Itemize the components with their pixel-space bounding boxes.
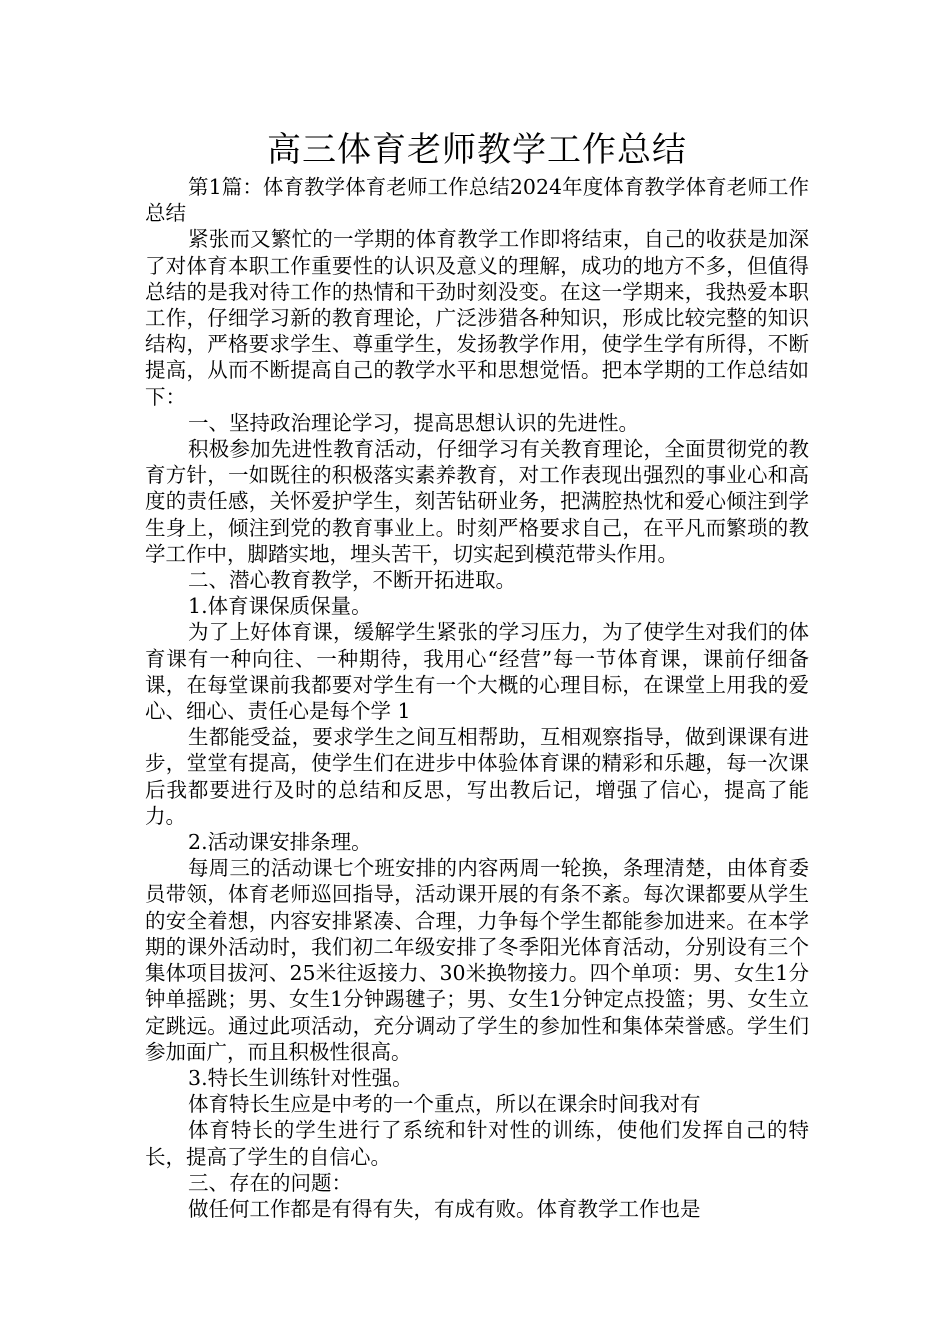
subsection-heading-3: 3.特长生训练针对性强。	[188, 1065, 413, 1090]
section-heading-3: 三、存在的问题：	[188, 1170, 353, 1195]
article-heading: 第1篇：体育教学体育老师工作总结2024年度体育教学体育老师工作总结	[145, 175, 809, 226]
paragraph-section-1: 积极参加先进性教育活动，仔细学习有关教育理论，全面贯彻党的教育方针，一如既往的积极落实素养教育，对工作表现出强烈的事业心和高度的责任感，关怀爱护学生，刻苦钻研业务，把满腔热忱和爱心倾注到学生身上，倾注到党的教育事业上。时刻严格要求自己，在平凡而繁琐的教学工作中，脚踏实地，埋头苦干，切实起到模范带头作用。	[145, 437, 809, 566]
subsection-heading-2: 2.活动课安排条理。	[188, 830, 372, 855]
section-heading-1: 一、坚持政治理论学习，提高思想认识的先进性。	[188, 410, 640, 435]
document-page	[145, 128, 809, 1222]
paragraph-pe-class-cont: 生都能受益，要求学生之间互相帮助，互相观察指导，做到课课有进步，堂堂有提高，使学生们在进步中体验体育课的精彩和乐趣，每一次课后我都要进行及时的总结和反思，写出教后记，增强了信心，提高了能力。	[145, 725, 809, 828]
paragraph-intro: 紧张而又繁忙的一学期的体育教学工作即将结束，自己的收获是加深了对体育本职工作重要性的认识及意义的理解，成功的地方不多，但值得总结的是我对待工作的热情和干劲时刻没变。在这一学期来，我热爱本职工作，仔细学习新的教育理论，广泛涉猎各种知识，形成比较完整的知识结构，严格要求学生、尊重学生，发扬教学作用，使学生学有所得，不断提高，从而不断提高自己的教学水平和思想觉悟。把本学期的工作总结如下：	[145, 227, 809, 409]
document-title: 高三体育老师教学工作总结	[267, 130, 687, 170]
subsection-heading-1: 1.体育课保质保量。	[188, 594, 372, 619]
paragraph-specialty-training: 体育特长生应是中考的一个重点，所以在课余时间我对有	[188, 1092, 701, 1117]
paragraph-pe-class: 为了上好体育课，缓解学生紧张的学习压力，为了使学生对我们的体育课有一种向往、一种期待，我用心“经营”每一节体育课，课前仔细备课，在每堂课前我都要对学生有一个大概的心理目标，在课堂上用我的爱心、细心、责任心是每个学 1	[145, 620, 809, 724]
section-heading-2: 二、潜心教育教学，不断开拓进取。	[188, 568, 517, 593]
paragraph-activity-class: 每周三的活动课七个班安排的内容两周一轮换，条理清楚，由体育委员带领，体育老师巡回指导，活动课开展的有条不紊。每次课都要从学生的安全着想，内容安排紧凑、合理，力争每个学生都能参加进来。在本学期的课外活动时，我们初二年级安排了冬季阳光体育活动，分别设有三个集体项目拔河、25米往返接力、30米换物接力。四个单项：男、女生1分钟单摇跳；男、女生1分钟踢毽子；男、女生1分钟定点投篮；男、女生立定跳远。通过此项活动，充分调动了学生的参加性和集体荣誉感。学生们参加面广，而且积极性很高。	[145, 856, 809, 1064]
paragraph-specialty-training-cont: 体育特长的学生进行了系统和针对性的训练，使他们发挥自己的特长，提高了学生的自信心。	[145, 1118, 809, 1169]
paragraph-problems: 做任何工作都是有得有失，有成有败。体育教学工作也是	[188, 1196, 701, 1221]
